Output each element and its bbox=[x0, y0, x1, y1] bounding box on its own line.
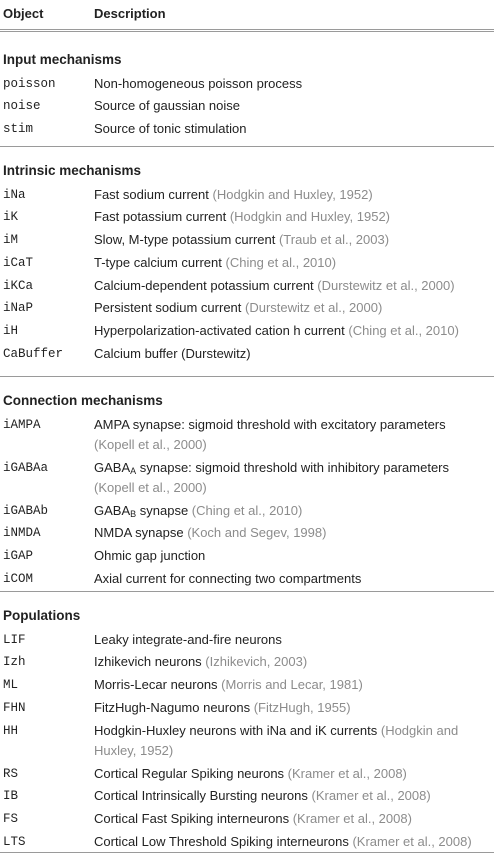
reference-citation: (Ching et al., 2010) bbox=[348, 322, 459, 338]
object-name: iNaP bbox=[3, 301, 34, 316]
object-name: RS bbox=[3, 766, 19, 781]
description-text: AMPA synapse: sigmoid threshold with excitatory parameters bbox=[94, 416, 446, 432]
section-rule bbox=[0, 146, 494, 147]
description-line bbox=[94, 74, 494, 94]
description-line bbox=[94, 630, 494, 650]
reference-citation: (Ching et al., 2010) bbox=[225, 254, 337, 270]
description-line bbox=[94, 652, 494, 672]
description-line bbox=[94, 809, 494, 829]
object-name: IB bbox=[3, 789, 19, 804]
object-name: stim bbox=[3, 122, 34, 137]
description-line bbox=[94, 698, 494, 718]
description-text: Axial current for connecting two compartments bbox=[94, 570, 362, 586]
object-name: iK bbox=[3, 210, 19, 225]
description-line bbox=[94, 96, 494, 116]
table-bottom-rule bbox=[0, 852, 494, 853]
section-title: Connection mechanisms bbox=[3, 393, 163, 408]
object-name: poisson bbox=[3, 76, 56, 91]
description-line bbox=[94, 764, 494, 784]
description-text: Hyperpolarization-activated cation h current bbox=[94, 322, 349, 338]
description-line bbox=[94, 119, 494, 139]
reference-citation: (Hodgkin and Huxley, 1952) bbox=[212, 186, 373, 202]
header-rule-top bbox=[0, 29, 494, 30]
description-text: Cortical Intrinsically Bursting neurons bbox=[94, 788, 312, 804]
object-name: iGABAb bbox=[3, 503, 49, 518]
reference-citation: (Morris and Lecar, 1981) bbox=[221, 677, 363, 693]
description-text: FitzHugh-Nagumo neurons bbox=[94, 699, 254, 715]
object-name: Izh bbox=[3, 655, 26, 670]
description-text: Calcium buffer (Durstewitz) bbox=[94, 345, 251, 361]
section-rule bbox=[0, 376, 494, 377]
reference-citation: (Durstewitz et al., 2000) bbox=[245, 300, 383, 316]
reference-citation: (Ching et al., 2010) bbox=[191, 502, 303, 518]
description-text: Ohmic gap junction bbox=[94, 548, 206, 564]
description-line bbox=[94, 415, 494, 435]
reference-citation: (Traub et al., 2003) bbox=[278, 232, 390, 248]
object-name: iH bbox=[3, 323, 19, 338]
object-name: iCaT bbox=[3, 255, 34, 270]
header-object: Object bbox=[3, 6, 44, 21]
description-text: Slow, M-type potassium current bbox=[94, 232, 279, 248]
description-line bbox=[94, 185, 494, 205]
description-text: Morris-Lecar neurons bbox=[94, 677, 222, 693]
description-line bbox=[94, 569, 494, 589]
object-name: LTS bbox=[3, 834, 26, 849]
description-text: Fast potassium current bbox=[94, 209, 230, 225]
description-text: synapse bbox=[136, 502, 192, 518]
reference-citation: Huxley, 1952) bbox=[94, 742, 174, 758]
object-name: ML bbox=[3, 678, 19, 693]
object-name: iKCa bbox=[3, 278, 34, 293]
description-text: GABA bbox=[94, 459, 131, 475]
object-name: LIF bbox=[3, 632, 26, 647]
reference-citation: (Koch and Segev, 1998) bbox=[187, 525, 327, 541]
object-name: iGABAa bbox=[3, 460, 49, 475]
section-rule bbox=[0, 591, 494, 592]
description-text: Fast sodium current bbox=[94, 186, 213, 202]
reference-citation: (Izhikevich, 2003) bbox=[205, 654, 308, 670]
header-rule-bottom bbox=[0, 31, 494, 32]
description-line bbox=[94, 230, 494, 250]
description-text: NMDA synapse bbox=[94, 525, 188, 541]
description-line bbox=[94, 458, 494, 478]
reference-citation: (FitzHugh, 1955) bbox=[253, 699, 351, 715]
object-name: iAMPA bbox=[3, 417, 41, 432]
description-line bbox=[94, 344, 494, 364]
description-line bbox=[94, 523, 494, 543]
header-description: Description bbox=[94, 6, 166, 21]
object-name: iNa bbox=[3, 187, 26, 202]
description-line bbox=[94, 478, 494, 498]
description-line bbox=[94, 298, 494, 318]
description-text: Persistent sodium current bbox=[94, 300, 246, 316]
description-line bbox=[94, 435, 494, 455]
section-title: Input mechanisms bbox=[3, 52, 122, 67]
description-text: B bbox=[130, 508, 137, 519]
reference-citation: (Kopell et al., 2000) bbox=[94, 436, 207, 452]
reference-citation: (Kramer et al., 2008) bbox=[292, 810, 412, 826]
description-text: Izhikevich neurons bbox=[94, 654, 206, 670]
object-name: noise bbox=[3, 99, 41, 114]
description-text: synapse: sigmoid threshold with inhibitory parameters bbox=[136, 459, 450, 475]
description-line bbox=[94, 741, 494, 761]
reference-citation: (Kramer et al., 2008) bbox=[311, 788, 431, 804]
object-name: iCOM bbox=[3, 571, 34, 586]
description-text: T-type calcium current bbox=[94, 254, 226, 270]
description-line bbox=[94, 786, 494, 806]
description-line bbox=[94, 207, 494, 227]
description-text: Cortical Fast Spiking interneurons bbox=[94, 810, 293, 826]
reference-citation: (Kopell et al., 2000) bbox=[94, 479, 207, 495]
reference-citation: (Durstewitz et al., 2000) bbox=[317, 277, 455, 293]
object-name: FHN bbox=[3, 700, 26, 715]
object-name: CaBuffer bbox=[3, 346, 64, 361]
description-text: Cortical Regular Spiking neurons bbox=[94, 765, 288, 781]
description-text: Source of tonic stimulation bbox=[94, 121, 247, 137]
object-name: iM bbox=[3, 233, 19, 248]
reference-citation: (Hodgkin and Huxley, 1952) bbox=[229, 209, 391, 225]
object-name: FS bbox=[3, 811, 19, 826]
description-text: Cortical Low Threshold Spiking interneurons bbox=[94, 833, 353, 849]
description-text: Source of gaussian noise bbox=[94, 98, 240, 114]
description-line bbox=[94, 276, 494, 296]
description-line bbox=[94, 253, 494, 273]
description-text: Non-homogeneous poisson process bbox=[94, 75, 303, 91]
description-line bbox=[94, 832, 494, 852]
description-text: Hodgkin-Huxley neurons with iNa and iK currents bbox=[94, 722, 381, 738]
description-text: Calcium-dependent potassium current bbox=[94, 277, 318, 293]
description-line bbox=[94, 675, 494, 695]
description-text: A bbox=[130, 465, 137, 476]
description-text: Leaky integrate-and-fire neurons bbox=[94, 631, 282, 647]
reference-citation: (Kramer et al., 2008) bbox=[352, 833, 472, 849]
object-name: iNMDA bbox=[3, 526, 41, 541]
section-title: Intrinsic mechanisms bbox=[3, 163, 142, 178]
description-line bbox=[94, 546, 494, 566]
object-name: iGAP bbox=[3, 549, 34, 564]
description-line bbox=[94, 501, 494, 521]
reference-citation: (Hodgkin and bbox=[380, 722, 459, 738]
description-text: GABA bbox=[94, 502, 131, 518]
object-name: HH bbox=[3, 723, 19, 738]
reference-citation: (Kramer et al., 2008) bbox=[287, 765, 407, 781]
section-title: Populations bbox=[3, 608, 81, 623]
description-line bbox=[94, 321, 494, 341]
description-line bbox=[94, 721, 494, 741]
